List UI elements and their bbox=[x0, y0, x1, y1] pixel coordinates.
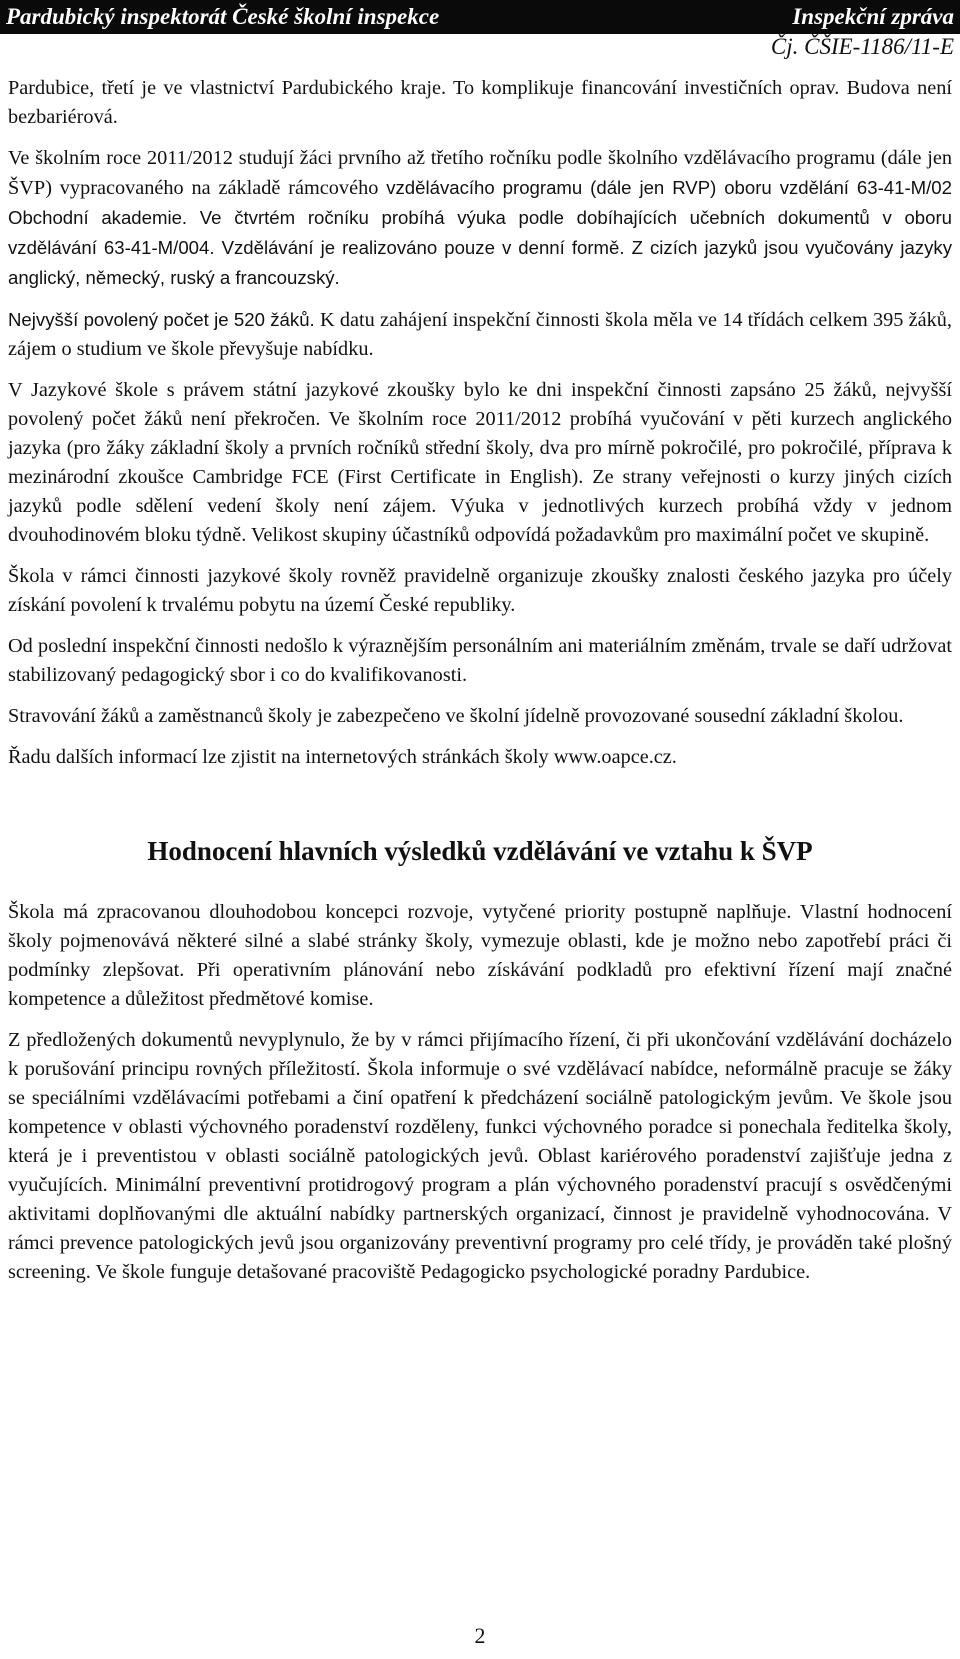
header-reference-number: Čj. ČŠIE-1186/11-E bbox=[770, 34, 954, 59]
paragraph-catering: Stravování žáků a zaměstnanců školy je zabezpečeno ve školní jídelně provozované sousední základní školou. bbox=[8, 705, 904, 727]
paragraph-czech-exams: Škola v rámci činnosti jazykové školy rovněž pravidelně organizuje zkoušky znalosti českého jazyka pro účely získání povolení k trvalému pobytu na území České republiky. bbox=[8, 565, 952, 616]
paragraph-concept: Škola má zpracovanou dlouhodobou koncepci rozvoje, vytyčené priority postupně naplňuje. Vlastní hodnocení školy pojmenovává některé silné a slabé stránky školy, vymezuje oblasti, kde je možno nebo zapotřebí práci či podmínky zlepšovat. Při operativním plánování nebo získávání podkladů pro efektivní řízení mají značné kompetence a důležitost předmětové komise. bbox=[8, 901, 952, 1010]
paragraph-capacity-part1: Nejvyšší povolený počet je 520 žáků. bbox=[8, 309, 315, 330]
header-institution: Pardubický inspektorát České školní inspekce bbox=[6, 4, 440, 29]
paragraph-language-school: V Jazykové škole s právem státní jazykové zkoušky bylo ke dni inspekční činnosti zapsáno 25 žáků, nejvyšší povolený počet žáků není překročen. Ve školním roce 2011/2012 probíhá vyučování v pěti kurzech anglického jazyka (pro žáky základní školy a prvních ročníků střední školy, dva pro mírně pokročilé, pro pokročilé, příprava k mezinárodní zkoušce Cambridge FCE (First Certificate in English). Ze strany veřejnosti o kurzy jiných cizích jazyků podle sdělení vedení školy není zájem. Výuka v jednotlivých kurzech probíhá vždy v jednom dvouhodinovém bloku týdně. Velikost skupiny účastníků odpovídá požadavkům pro maximální počet ve skupině. bbox=[8, 379, 952, 546]
paragraph-study-programs-part1: Ve školním roce 2011/2012 studují žáci prvního až třetího ročníku podle školního vzdělávacího programu (dále jen ŠVP) vypracovaného na základě rámcového bbox=[8, 147, 952, 199]
header-bar bbox=[0, 0, 960, 34]
paragraph-website: Řadu dalších informací lze zjistit na internetových stránkách školy www.oapce.cz. bbox=[8, 746, 677, 768]
section-heading: Hodnocení hlavních výsledků vzdělávání ve vztahu k ŠVP bbox=[147, 836, 813, 866]
header-document-type: Inspekční zpráva bbox=[792, 4, 954, 29]
paragraph-staff: Od poslední inspekční činnosti nedošlo k výraznějším personálním ani materiálním změnám, trvale se daří udržovat stabilizovaný pedagogický sbor i co do kvalifikovanosti. bbox=[8, 635, 952, 686]
paragraph-study-programs bbox=[8, 144, 952, 293]
paragraph-capacity bbox=[8, 305, 952, 364]
paragraph-equal-opportunities: Z předložených dokumentů nevyplynulo, že by v rámci přijímacího řízení, či při ukončování vzdělávání docházelo k porušování principu rovných příležitostí. Škola informuje o své vzdělávací nabídce, neformálně pracuje se žáky se speciálními vzdělávacími potřebami a činí opatření k předcházení sociálně patologickým jevům. Ve škole jsou kompetence v oblasti výchovného poradenství rozděleny, funkci výchovného poradce si ponechala ředitelka školy, která je i preventistou v oblasti sociálně patologických jevů. Oblast kariérového poradenství zajišťuje jedna z vyučujících. Minimální preventivní protidrogový program a plán výchovného poradenství pracují s osvědčenými aktivitami doplňovanými dle aktuální nabídky partnerských organizací, činnost je pravidelně vyhodnocována. V rámci prevence patologických jevů jsou organizovány preventivní programy pro celé třídy, je prováděn také plošný screening. Ve škole funguje detašované pracoviště Pedagogicko psychologické poradny Pardubice. bbox=[8, 1029, 952, 1283]
document-body bbox=[8, 74, 952, 1299]
page-header bbox=[0, 0, 960, 64]
paragraph-building: Pardubice, třetí je ve vlastnictví Pardubického kraje. To komplikuje financování investičních oprav. Budova není bezbariérová. bbox=[8, 77, 952, 128]
paragraph-capacity-part2: K datu zahájení inspekční činnosti škola měla ve 14 třídách celkem 395 žáků, zájem o studium ve škole převyšuje nabídku. bbox=[8, 309, 953, 360]
paragraph-study-programs-part2: vzdělávacího programu (dále jen RVP) oboru vzdělání 63-41-M/02 Obchodní akademie. Ve čtvrtém ročníku probíhá výuka podle dobíhajících učebních dokumentů v oboru vzdělávání 63-41-M/004. Vzdělávání je realizováno pouze v denní formě. Z cizích jazyků jsou vyučovány jazyky anglický, německý, ruský a francouzský. bbox=[8, 177, 952, 288]
page-number: 2 bbox=[474, 1623, 486, 1648]
